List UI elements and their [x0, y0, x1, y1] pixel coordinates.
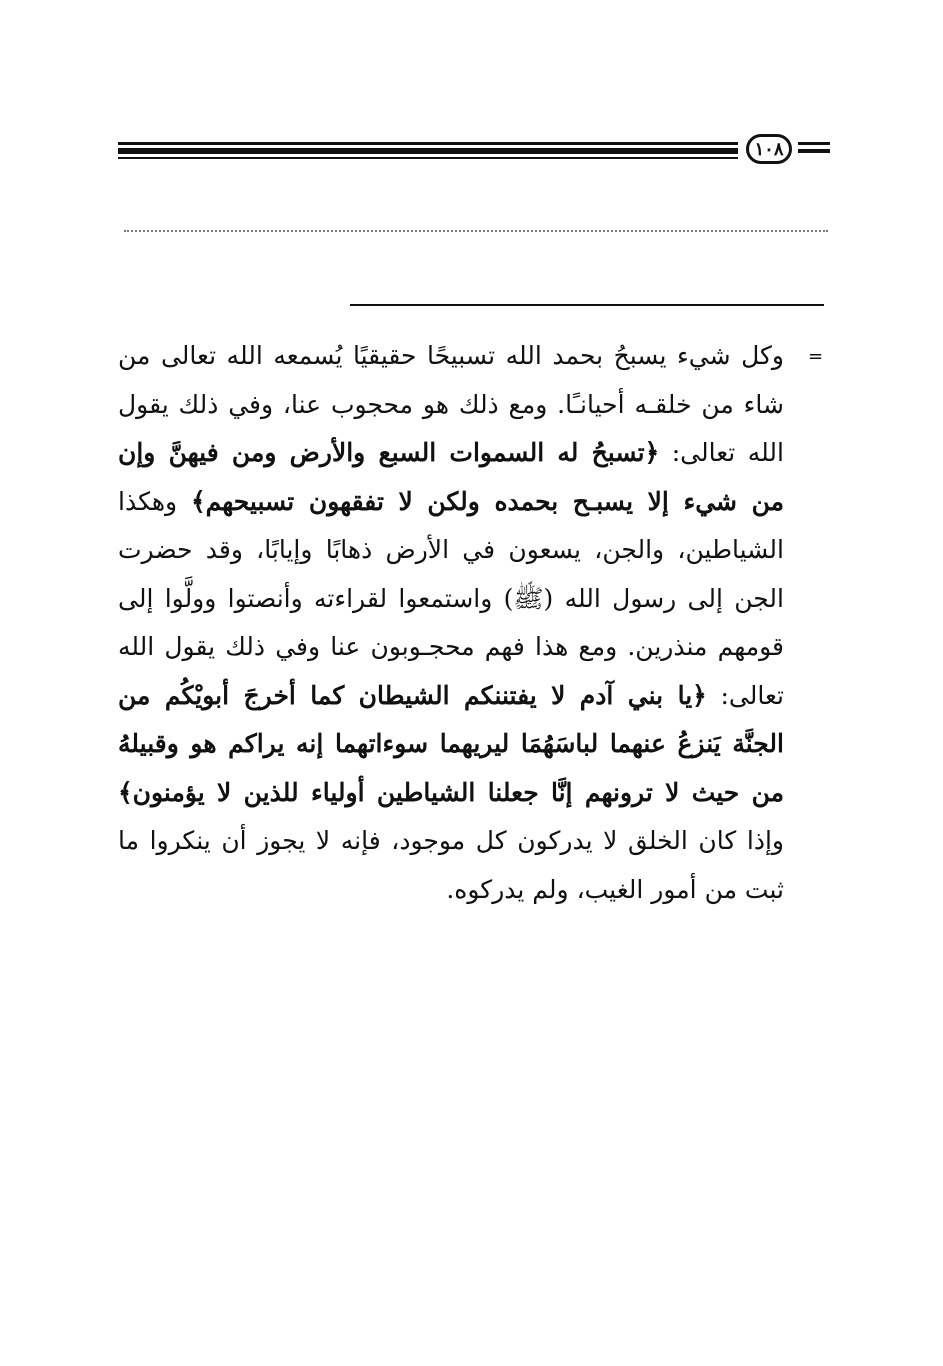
footnote-text-segment: وكل شيء يسبحُ بحمد الله تسبيحًا حقيقيًا يُسمعه الله تعالى من شاء من خلقـه أحيانـًا. ومع ذلك هو محجوب عنا، وفي ذلك يقول الله تعالى: — [118, 341, 784, 467]
page-header — [118, 134, 830, 174]
dotted-separator — [124, 230, 828, 232]
quran-verse-quote: ﴿يا بني آدم لا يفتننكم الشيطان كما أخرجَ أبويْكُم من الجنَّة يَنزعُ عنهما لباسَهُمَا ليريهما سوءاتهما إنه يراكم هو وقبيلهُ من حيث لا ترونهم إنَّا جعلنا الشياطين أولياء للذين لا يؤمنون﴾ — [118, 680, 784, 807]
header-rule-thick — [118, 148, 738, 154]
footnote-text-segment: وهكذا الشياطين، والجن، يسعون في الأرض ذهابًا وإيابًا، وقد حضرت الجن إلى رسول الله (ﷺ) واستمعوا لقراءته وأنصتوا وولَّوا إلى قومهم منذرين. ومع هذا فهم محجـوبون عنا وفي ذلك يقول الله تعالى: — [118, 486, 785, 710]
quran-verse-quote: ﴿تسبحُ له السموات السبع والأرض ومن فيهنَّ وإن من شيء إلا يسبـح بحمده ولكن لا تفقهون تسبيحهم﴾ — [118, 438, 784, 516]
footnote-text-segment: وإذا كان الخلق لا يدركون كل موجود، فإنه لا يجوز أن ينكروا ما ثبت من أمور الغيب، ولم يدركوه. — [118, 826, 784, 904]
header-right-rule-bottom — [798, 149, 830, 153]
footnote-text — [118, 332, 784, 914]
header-rule-thin-top — [118, 142, 738, 145]
header-rule-thin-bottom — [118, 157, 738, 159]
page-number: ١٠٨ — [746, 134, 792, 164]
header-right-rule-top — [798, 142, 830, 145]
footnote-separator — [350, 304, 824, 306]
footnote-continuation-marker: = — [808, 346, 824, 367]
